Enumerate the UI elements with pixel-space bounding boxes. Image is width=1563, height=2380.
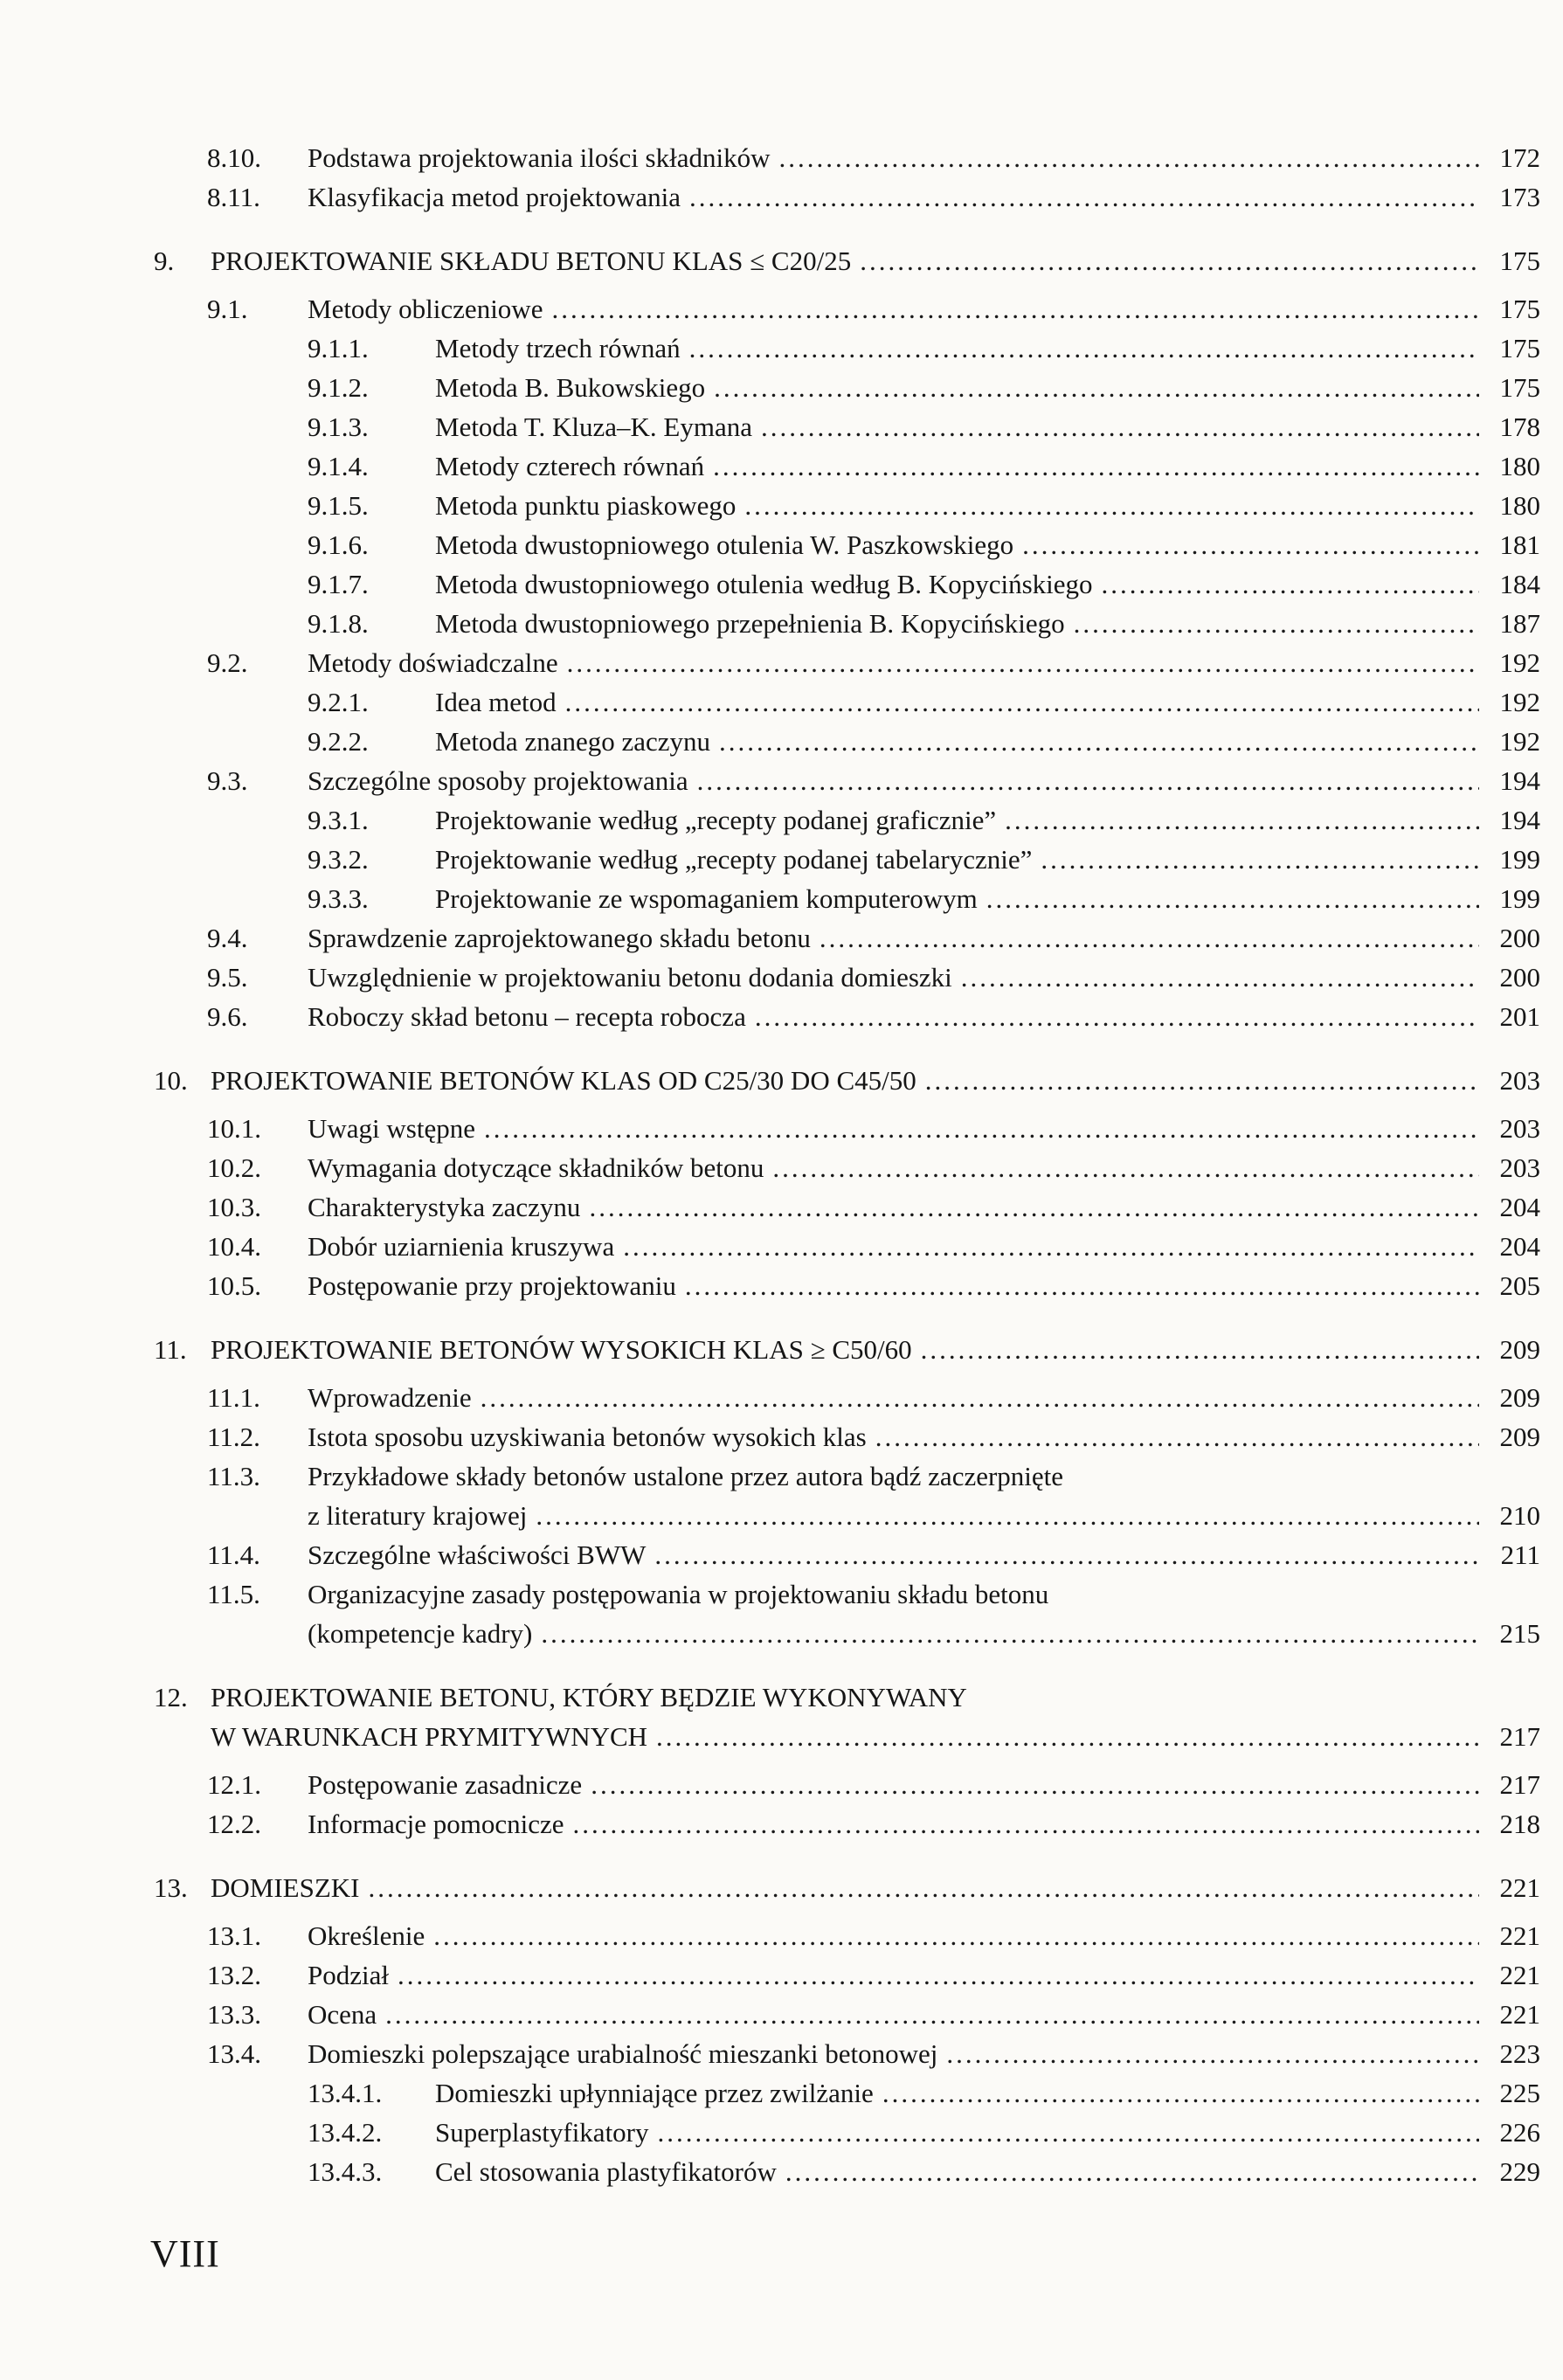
dotted-leader xyxy=(656,1717,1479,1756)
toc-entry xyxy=(0,761,1563,800)
toc-entry-title: W WARUNKACH PRYMITYWNYCH xyxy=(211,1721,648,1752)
toc-entry-page: 192 xyxy=(1499,647,1540,678)
dotted-leader xyxy=(1022,525,1479,564)
toc-entry-title: Przykładowe składy betonów ustalone przez autora bądź zaczerpnięte xyxy=(308,1461,1064,1491)
toc-entry-number: 10.4. xyxy=(207,1231,261,1262)
toc-entry-page: 175 xyxy=(1499,294,1540,324)
toc-entry xyxy=(0,1765,1563,1804)
toc-entry-page: 200 xyxy=(1499,923,1540,953)
toc-entry-title: Metoda dwustopniowego przepełnienia B. Kopycińskiego xyxy=(435,608,1065,639)
dotted-leader xyxy=(1102,564,1479,604)
toc-entry-page: 210 xyxy=(1499,1500,1540,1531)
dotted-leader xyxy=(551,289,1479,329)
toc-entry xyxy=(0,1378,1563,1417)
toc-entry-title: Roboczy skład betonu – recepta robocza xyxy=(308,1001,746,1032)
toc-entry-title: Szczególne właściwości BWW xyxy=(308,1539,647,1570)
toc-entry-title: PROJEKTOWANIE BETONU, KTÓRY BĘDZIE WYKONYWANY xyxy=(211,1682,967,1712)
toc-entry-title: Postępowanie zasadnicze xyxy=(308,1769,583,1800)
toc-entry-page: 175 xyxy=(1499,372,1540,403)
toc-entry-title: Cel stosowania plastyfikatorów xyxy=(435,2156,777,2187)
toc-entry-number: 9.1.5. xyxy=(308,490,369,521)
toc-entry-number: 9.2. xyxy=(207,647,248,678)
toc-entry-page: 218 xyxy=(1499,1809,1540,1839)
toc-entry-title: Wprowadzenie xyxy=(308,1382,472,1413)
toc-entry xyxy=(0,1804,1563,1844)
toc-entry-page: 184 xyxy=(1499,569,1540,599)
dotted-leader xyxy=(714,368,1479,407)
toc-entry-page: 192 xyxy=(1499,726,1540,757)
toc-entry-page: 209 xyxy=(1499,1382,1540,1413)
toc-entry-title: Metody doświadczalne xyxy=(308,647,558,678)
toc-entry-page: 205 xyxy=(1499,1270,1540,1301)
toc-entry-page: 226 xyxy=(1499,2117,1540,2148)
dotted-leader xyxy=(433,1916,1479,1955)
toc-entry-title: Domieszki upłynniające przez zwilżanie xyxy=(435,2078,874,2108)
dotted-leader xyxy=(591,1765,1479,1804)
toc-entry-title: PROJEKTOWANIE BETONÓW KLAS OD C25/30 DO C45/50 xyxy=(211,1065,916,1096)
toc-list xyxy=(0,138,1563,2191)
toc-entry-title: Organizacyjne zasady postępowania w projektowaniu składu betonu xyxy=(308,1579,1049,1609)
toc-entry-title: PROJEKTOWANIE BETONÓW WYSOKICH KLAS ≥ C50/60 xyxy=(211,1334,912,1365)
toc-entry-title: Metody trzech równań xyxy=(435,333,681,363)
toc-entry-title: Metody czterech równań xyxy=(435,451,705,481)
toc-entry-title: Domieszki polepszające urabialność mieszanki betonowej xyxy=(308,2038,938,2069)
toc-entry-title: Określenie xyxy=(308,1920,425,1951)
dotted-leader xyxy=(785,2152,1479,2191)
toc-entry-number: 9. xyxy=(154,246,175,276)
toc-entry-page: 221 xyxy=(1499,1960,1540,1990)
toc-entry-title: Superplastyfikatory xyxy=(435,2117,649,2148)
dotted-leader xyxy=(961,958,1479,997)
toc-entry xyxy=(0,1916,1563,1955)
toc-entry xyxy=(0,1330,1563,1369)
toc-entry-page: 209 xyxy=(1499,1422,1540,1452)
toc-entry-page: 217 xyxy=(1499,1721,1540,1752)
toc-entry xyxy=(0,840,1563,879)
toc-entry-page: 211 xyxy=(1500,1539,1540,1570)
toc-entry-number: 9.3.3. xyxy=(308,883,369,914)
toc-entry xyxy=(0,918,1563,958)
toc-entry xyxy=(0,800,1563,840)
dotted-leader xyxy=(573,1804,1480,1844)
toc-entry xyxy=(0,525,1563,564)
dotted-leader xyxy=(1074,604,1479,643)
toc-entry-page: 187 xyxy=(1499,608,1540,639)
toc-entry-title: Idea metod xyxy=(435,687,557,717)
dotted-leader xyxy=(484,1109,1479,1148)
toc-entry-number: 9.1.2. xyxy=(308,372,369,403)
toc-entry-number: 9.1.6. xyxy=(308,529,369,560)
toc-entry-title: Charakterystyka zaczynu xyxy=(308,1192,581,1222)
toc-entry-title: Informacje pomocnicze xyxy=(308,1809,564,1839)
dotted-leader xyxy=(1005,800,1479,840)
toc-entry xyxy=(0,241,1563,280)
toc-entry xyxy=(0,1109,1563,1148)
toc-entry xyxy=(0,1148,1563,1187)
toc-entry-page: 221 xyxy=(1499,1999,1540,2030)
toc-entry xyxy=(0,1266,1563,1305)
toc-entry-number: 13.4.2. xyxy=(308,2117,383,2148)
toc-entry-page: 192 xyxy=(1499,687,1540,717)
toc-entry-title: Projektowanie ze wspomaganiem komputerowym xyxy=(435,883,978,914)
toc-entry-number: 9.1.7. xyxy=(308,569,369,599)
toc-entry-page: 204 xyxy=(1499,1192,1540,1222)
toc-entry-number: 11. xyxy=(154,1334,187,1365)
toc-entry-title: Wymagania dotyczące składników betonu xyxy=(308,1152,764,1183)
toc-entry-title: (kompetencje kadry) xyxy=(308,1618,533,1649)
toc-entry-title: z literatury krajowej xyxy=(308,1500,528,1531)
toc-entry xyxy=(0,1868,1563,1907)
toc-entry xyxy=(0,177,1563,217)
toc-entry-number: 11.2. xyxy=(207,1422,260,1452)
dotted-leader xyxy=(755,997,1479,1036)
toc-entry-title: Klasyfikacja metod projektowania xyxy=(308,182,681,212)
toc-entry-title: Uwzględnienie w projektowaniu betonu dodania domieszki xyxy=(308,962,952,993)
toc-entry xyxy=(0,486,1563,525)
toc-entry-number: 11.4. xyxy=(207,1539,260,1570)
dotted-leader xyxy=(882,2073,1479,2113)
toc-entry-number: 9.2.2. xyxy=(308,726,369,757)
toc-entry-page: 221 xyxy=(1499,1872,1540,1903)
toc-entry-page: 221 xyxy=(1499,1920,1540,1951)
toc-entry xyxy=(0,1417,1563,1456)
toc-entry-number: 9.2.1. xyxy=(308,687,369,717)
dotted-leader xyxy=(385,1995,1479,2034)
toc-entry-number: 9.1.4. xyxy=(308,451,369,481)
toc-entry-title: Projektowanie według „recepty podanej graficznie” xyxy=(435,805,997,835)
toc-entry-title: Metoda dwustopniowego otulenia według B. Kopycińskiego xyxy=(435,569,1093,599)
toc-entry xyxy=(0,1574,1563,1614)
toc-entry-page: 203 xyxy=(1499,1152,1540,1183)
toc-entry xyxy=(0,446,1563,486)
toc-entry-page: 203 xyxy=(1499,1113,1540,1144)
toc-entry-number: 10.3. xyxy=(207,1192,261,1222)
toc-entry-title: Metody obliczeniowe xyxy=(308,294,543,324)
toc-entry-number: 12. xyxy=(154,1682,188,1712)
toc-entry-title: Metoda znanego zaczynu xyxy=(435,726,711,757)
toc-entry xyxy=(0,1061,1563,1100)
toc-entry xyxy=(0,1678,1563,1717)
toc-entry-number: 13.2. xyxy=(207,1960,261,1990)
toc-entry-page: 204 xyxy=(1499,1231,1540,1262)
toc-entry-number: 9.3.2. xyxy=(308,844,369,875)
toc-entry-page: 200 xyxy=(1499,962,1540,993)
toc-entry-title: Metoda dwustopniowego otulenia W. Paszkowskiego xyxy=(435,529,1014,560)
toc-entry-number: 10.1. xyxy=(207,1113,261,1144)
toc-entry-page: 180 xyxy=(1499,490,1540,521)
toc-entry-title: Sprawdzenie zaprojektowanego składu betonu xyxy=(308,923,811,953)
toc-entry-number: 9.6. xyxy=(207,1001,248,1032)
toc-entry-number: 13. xyxy=(154,1872,188,1903)
dotted-leader xyxy=(1041,840,1479,879)
dotted-leader xyxy=(697,761,1479,800)
toc-entry-page: 209 xyxy=(1499,1334,1540,1365)
toc-entry xyxy=(0,2113,1563,2152)
toc-entry-title: Metoda B. Bukowskiego xyxy=(435,372,706,403)
toc-entry xyxy=(0,1187,1563,1227)
toc-entry-number: 13.4. xyxy=(207,2038,261,2069)
toc-entry xyxy=(0,2152,1563,2191)
page-number-label: VIII xyxy=(150,2232,220,2275)
toc-entry-number: 13.3. xyxy=(207,1999,261,2030)
toc-entry-number: 13.4.3. xyxy=(308,2156,383,2187)
dotted-leader xyxy=(875,1417,1479,1456)
toc-entry-number: 9.1.8. xyxy=(308,608,369,639)
dotted-leader xyxy=(713,446,1479,486)
dotted-leader xyxy=(986,879,1479,918)
toc-entry-title: Dobór uziarnienia kruszywa xyxy=(308,1231,615,1262)
dotted-leader xyxy=(589,1187,1479,1227)
dotted-leader xyxy=(654,1535,1479,1574)
dotted-leader xyxy=(744,486,1479,525)
toc-entry xyxy=(0,1535,1563,1574)
toc-entry-number: 10. xyxy=(154,1065,188,1096)
toc-entry-number: 9.1. xyxy=(207,294,248,324)
toc-entry xyxy=(0,1614,1563,1653)
toc-entry-title: Ocena xyxy=(308,1999,377,2030)
toc-entry xyxy=(0,682,1563,722)
toc-entry-title: DOMIESZKI xyxy=(211,1872,360,1903)
toc-entry-number: 12.2. xyxy=(207,1809,261,1839)
toc-entry-page: 194 xyxy=(1499,805,1540,835)
toc-entry-page: 175 xyxy=(1499,333,1540,363)
toc-entry-title: Metoda T. Kluza–K. Eymana xyxy=(435,412,752,442)
toc-entry-number: 8.10. xyxy=(207,142,261,173)
toc-entry xyxy=(0,1227,1563,1266)
dotted-leader xyxy=(565,682,1479,722)
toc-entry-number: 9.4. xyxy=(207,923,248,953)
toc-entry xyxy=(0,329,1563,368)
dotted-leader xyxy=(685,1266,1479,1305)
dotted-leader xyxy=(481,1378,1479,1417)
toc-entry-title: Uwagi wstępne xyxy=(308,1113,475,1144)
dotted-leader xyxy=(541,1614,1479,1653)
toc-entry-page: 199 xyxy=(1499,844,1540,875)
toc-entry-number: 9.1.3. xyxy=(308,412,369,442)
dotted-leader xyxy=(719,722,1479,761)
toc-entry xyxy=(0,722,1563,761)
toc-entry xyxy=(0,2034,1563,2073)
toc-entry-page: 201 xyxy=(1499,1001,1540,1032)
toc-entry-title: Postępowanie przy projektowaniu xyxy=(308,1270,676,1301)
toc-entry-page: 223 xyxy=(1499,2038,1540,2069)
toc-entry-page: 178 xyxy=(1499,412,1540,442)
dotted-leader xyxy=(860,241,1479,280)
toc-entry xyxy=(0,1717,1563,1756)
dotted-leader xyxy=(689,177,1479,217)
toc-entry-page: 180 xyxy=(1499,451,1540,481)
toc-entry-number: 12.1. xyxy=(207,1769,261,1800)
toc-entry-number: 11.3. xyxy=(207,1461,260,1491)
toc-entry-title: Szczególne sposoby projektowania xyxy=(308,765,688,796)
toc-entry xyxy=(0,879,1563,918)
toc-entry xyxy=(0,604,1563,643)
dotted-leader xyxy=(772,1148,1479,1187)
toc-entry-title: Projektowanie według „recepty podanej tabelarycznie” xyxy=(435,844,1033,875)
dotted-leader xyxy=(567,643,1479,682)
toc-entry-page: 203 xyxy=(1499,1065,1540,1096)
toc-entry-number: 13.1. xyxy=(207,1920,261,1951)
dotted-leader xyxy=(536,1496,1479,1535)
dotted-leader xyxy=(369,1868,1480,1907)
dotted-leader xyxy=(761,407,1479,446)
dotted-leader xyxy=(820,918,1479,958)
dotted-leader xyxy=(689,329,1479,368)
toc-entry xyxy=(0,1955,1563,1995)
toc-entry xyxy=(0,643,1563,682)
toc-entry xyxy=(0,407,1563,446)
toc-entry-page: 194 xyxy=(1499,765,1540,796)
dotted-leader xyxy=(779,138,1480,177)
toc-entry xyxy=(0,958,1563,997)
toc-entry-page: 181 xyxy=(1499,529,1540,560)
toc-entry-number: 9.3.1. xyxy=(308,805,369,835)
toc-entry-page: 173 xyxy=(1499,182,1540,212)
dotted-leader xyxy=(623,1227,1479,1266)
toc-entry xyxy=(0,289,1563,329)
toc-entry-page: 172 xyxy=(1499,142,1540,173)
toc-entry-number: 11.5. xyxy=(207,1579,260,1609)
toc-entry-title: Istota sposobu uzyskiwania betonów wysokich klas xyxy=(308,1422,867,1452)
dotted-leader xyxy=(946,2034,1479,2073)
toc-entry xyxy=(0,368,1563,407)
toc-entry-page: 215 xyxy=(1499,1618,1540,1649)
dotted-leader xyxy=(398,1955,1479,1995)
toc-entry-title: PROJEKTOWANIE SKŁADU BETONU KLAS ≤ C20/25 xyxy=(211,246,852,276)
toc-entry-page: 175 xyxy=(1499,246,1540,276)
toc-entry-number: 13.4.1. xyxy=(308,2078,383,2108)
toc-entry-title: Podział xyxy=(308,1960,389,1990)
toc-entry-page: 217 xyxy=(1499,1769,1540,1800)
toc-entry-number: 9.3. xyxy=(207,765,248,796)
toc-entry xyxy=(0,138,1563,177)
dotted-leader xyxy=(925,1061,1479,1100)
toc-entry xyxy=(0,2073,1563,2113)
toc-entry-page: 199 xyxy=(1499,883,1540,914)
toc-entry-number: 10.2. xyxy=(207,1152,261,1183)
toc-entry xyxy=(0,1456,1563,1496)
toc-entry-number: 8.11. xyxy=(207,182,260,212)
toc-entry-number: 10.5. xyxy=(207,1270,261,1301)
toc-entry xyxy=(0,997,1563,1036)
toc-entry xyxy=(0,1496,1563,1535)
toc-entry xyxy=(0,1995,1563,2034)
toc-entry-title: Podstawa projektowania ilości składników xyxy=(308,142,771,173)
toc-entry-page: 229 xyxy=(1499,2156,1540,2187)
toc-entry-title: Metoda punktu piaskowego xyxy=(435,490,737,521)
dotted-leader xyxy=(658,2113,1479,2152)
toc-entry-number: 9.1.1. xyxy=(308,333,369,363)
toc-entry xyxy=(0,564,1563,604)
toc-entry-number: 11.1. xyxy=(207,1382,260,1413)
dotted-leader xyxy=(921,1330,1479,1369)
toc-entry-number: 9.5. xyxy=(207,962,248,993)
toc-entry-page: 225 xyxy=(1499,2078,1540,2108)
